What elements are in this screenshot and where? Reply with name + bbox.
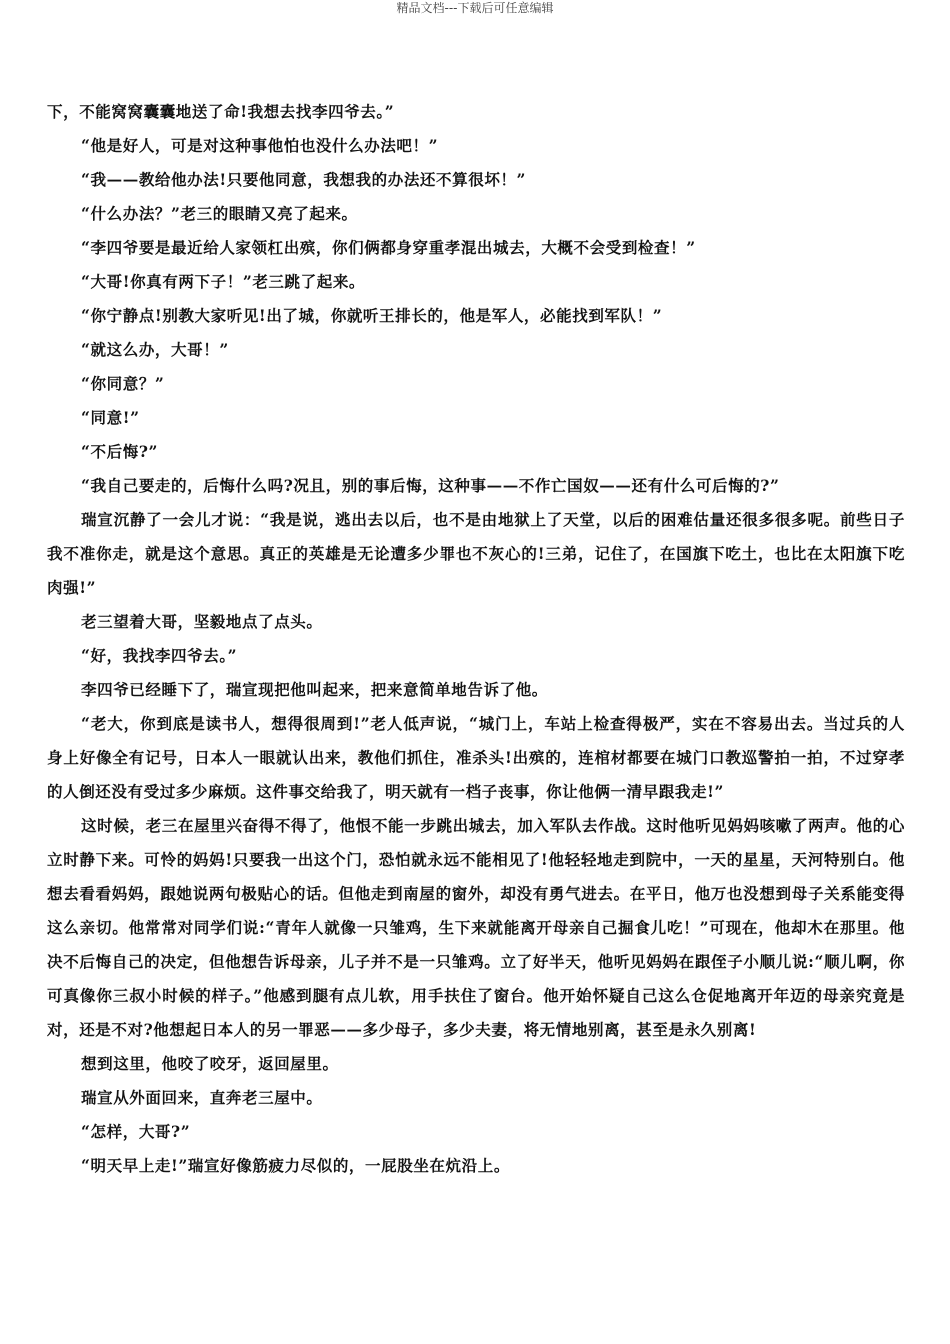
paragraph: 瑞宣沉静了一会儿才说：“我是说，逃出去以后，也不是由地狱上了天堂，以后的困难估量还很多很多呢。前些日子我不准你走，就是这个意思。真正的英雄是无论遭多少罪也不灰心的!三弟，记住了，在国旗下吃土，也比在太阳旗下吃肉强!”: [47, 510, 905, 597]
paragraph: “李四爷要是最近给人家领杠出殡，你们俩都身穿重孝混出城去，大概不会受到检查！”: [81, 238, 696, 257]
paragraph: “好，我找李四爷去。”: [81, 646, 238, 665]
page-header: 精品文档---下载后可任意编辑: [396, 1, 554, 15]
paragraph: 李四爷已经睡下了，瑞宣现把他叫起来，把来意简单地告诉了他。: [81, 680, 548, 699]
paragraph: “大哥!你真有两下子！”老三跳了起来。: [81, 272, 366, 291]
paragraph: “你同意？”: [81, 374, 165, 393]
paragraph: 想到这里，他咬了咬牙，返回屋里。: [81, 1054, 339, 1073]
paragraph: “不后悔?”: [81, 442, 159, 461]
paragraph: “我自己要走的，后悔什么吗?况且，别的事后悔，这种事——不作亡国奴——还有什么可后悔的?”: [81, 476, 780, 495]
paragraph: “同意!”: [81, 408, 140, 427]
paragraph: “我——教给他办法!只要他同意，我想我的办法还不算很坏！”: [81, 170, 527, 189]
paragraph: 老三望着大哥，坚毅地点了点头。: [81, 612, 323, 631]
paragraph: “什么办法？”老三的眼睛又亮了起来。: [81, 204, 358, 223]
paragraph: “老大，你到底是读书人，想得很周到!”老人低声说，“城门上，车站上检查得极严，实在不容易出去。当过兵的人身上好像全有记号，日本人一眼就认出来，教他们抓住，准杀头!出殡的，连棺材都要在城门口教巡警拍一拍，不过穿孝的人倒还没有受过多少麻烦。这件事交给我了，明天就有一档子丧事，你让他俩一清早跟我走!”: [47, 714, 905, 801]
paragraph: “明天早上走!”瑞宣好像筋疲力尽似的，一屁股坐在炕沿上。: [81, 1156, 510, 1175]
paragraph: 下，不能窝窝囊囊地送了命!我想去找李四爷去。”: [47, 102, 395, 121]
paragraph: 瑞宣从外面回来，直奔老三屋中。: [81, 1088, 323, 1107]
paragraph: “你宁静点!别教大家听见!出了城，你就听王排长的，他是军人，必能找到军队！”: [81, 306, 663, 325]
paragraph: “怎样，大哥?”: [81, 1122, 191, 1141]
paragraph: “就这么办，大哥！”: [81, 340, 229, 359]
paragraph: “他是好人，可是对这种事他怕也没什么办法吧！”: [81, 136, 439, 155]
document-body: [47, 95, 905, 1183]
paragraph: 这时候，老三在屋里兴奋得不得了，他恨不能一步跳出城去，加入军队去作战。这时他听见妈妈咳嗽了两声。他的心立时静下来。可怜的妈妈!只要我一出这个门，恐怕就永远不能相见了!他轻轻地走到院中，一天的星星，天河特别白。他想去看看妈妈，跟她说两句极贴心的话。但他走到南屋的窗外，却没有勇气进去。在平日，他万也没想到母子关系能变得这么亲切。他常常对同学们说:“青年人就像一只雏鸡，生下来就能离开母亲自己掘食儿吃！”可现在，他却木在那里。他决不后悔自己的决定，但他想告诉母亲，儿子并不是一只雏鸡。立了好半天，他听见妈妈在跟侄子小顺儿说:“顺儿啊，你可真像你三叔小时候的样子。”他感到腿有点儿软，用手扶住了窗台。他开始怀疑自己这么仓促地离开年迈的母亲究竟是对，还是不对?他想起日本人的另一罪恶——多少母子，多少夫妻，将无情地别离，甚至是永久别离!: [47, 816, 905, 1039]
